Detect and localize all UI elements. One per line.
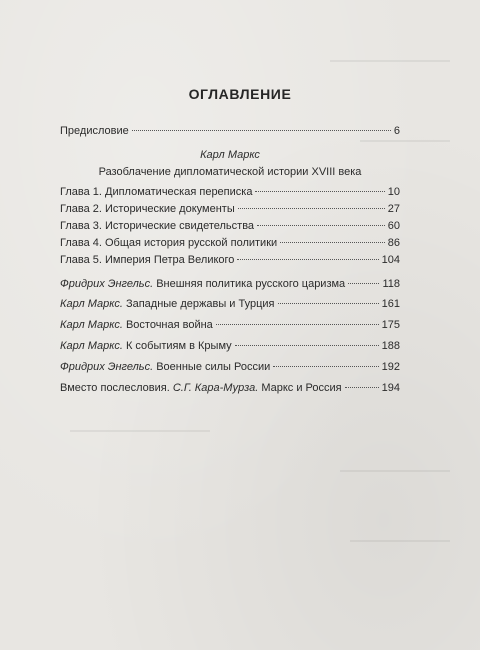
- toc-entry-label: [60, 360, 270, 374]
- toc-entry-title: Внешняя политика русского царизма: [153, 278, 346, 290]
- toc-row-article[interactable]: [60, 318, 400, 332]
- dot-leader: [273, 365, 378, 367]
- toc-entry-title: К событиям в Крыму: [122, 340, 232, 352]
- dot-leader: [237, 258, 378, 260]
- toc-page-number: 188: [381, 340, 400, 352]
- toc-entry-label: Глава 2. Исторические документы: [60, 203, 235, 215]
- dot-leader: [235, 344, 379, 346]
- toc-row-chapter[interactable]: [60, 253, 400, 267]
- toc-row-article[interactable]: [60, 277, 400, 291]
- dot-leader: [345, 386, 379, 388]
- toc-entry-lead: Вместо послесловия.: [60, 382, 173, 394]
- toc-row-chapter[interactable]: [60, 219, 400, 233]
- dot-leader: [257, 224, 385, 226]
- toc-entry-label: Предисловие: [60, 125, 129, 137]
- toc-page-number: 118: [382, 278, 400, 290]
- toc-entry-label: Глава 5. Империя Петра Великого: [60, 254, 235, 266]
- toc-page-number: 175: [381, 319, 400, 331]
- toc-page-number: 10: [387, 186, 400, 198]
- toc-page-number: 194: [381, 382, 400, 394]
- dot-leader: [278, 302, 379, 304]
- toc-entry-label: Глава 3. Исторические свидетельства: [60, 220, 255, 232]
- toc-row-chapter[interactable]: [60, 236, 400, 250]
- toc-page-number: 104: [381, 254, 400, 266]
- show-through-mark: [360, 140, 450, 142]
- show-through-mark: [330, 60, 450, 62]
- show-through-mark: [70, 430, 210, 432]
- toc-page-number: 161: [381, 298, 400, 310]
- toc-row-article[interactable]: [60, 297, 400, 311]
- toc-page-number: 192: [381, 361, 400, 373]
- toc-entry-label: Глава 4. Общая история русской политики: [60, 237, 278, 249]
- toc-entry-author: С.Г. Кара-Мурза.: [172, 382, 259, 394]
- toc-entry-author: Карл Маркс.: [60, 298, 123, 310]
- toc-row-article[interactable]: [60, 360, 400, 374]
- toc-entry-title: Военные силы России: [153, 361, 271, 373]
- toc-entry-title: Восточная война: [122, 319, 213, 331]
- dot-leader: [348, 282, 379, 284]
- dot-leader: [280, 241, 385, 243]
- section-subtitle: Разоблачение дипломатической истории XVIII века: [98, 166, 362, 178]
- toc-row-article[interactable]: [60, 339, 400, 353]
- toc-row-chapter[interactable]: [60, 185, 400, 199]
- dot-leader: [255, 190, 384, 192]
- toc-entry-title: Маркс и Россия: [258, 382, 342, 394]
- toc-page-number: 86: [387, 237, 400, 249]
- toc-entry-label: [60, 277, 345, 291]
- toc-entry-label: [60, 381, 342, 395]
- toc-row-chapter[interactable]: [60, 202, 400, 216]
- dot-leader: [132, 129, 391, 131]
- show-through-mark: [340, 470, 450, 472]
- toc-page-number: 27: [387, 203, 400, 215]
- toc-entry-author: Карл Маркс.: [60, 319, 123, 331]
- toc-entry-label: [60, 339, 232, 353]
- show-through-mark: [350, 540, 450, 542]
- toc-row-preface[interactable]: [60, 124, 400, 138]
- toc-entry-author: Фридрих Энгельс.: [60, 361, 154, 373]
- toc-entry-label: Глава 1. Дипломатическая переписка: [60, 186, 253, 198]
- toc-entry-author: Фридрих Энгельс.: [60, 278, 154, 290]
- dot-leader: [216, 323, 379, 325]
- toc-entry-title: Западные державы и Турция: [122, 298, 275, 310]
- page-title: ОГЛАВЛЕНИЕ: [188, 86, 292, 102]
- toc-page-number: 6: [393, 125, 400, 137]
- dot-leader: [238, 207, 385, 209]
- toc-entry-label: [60, 297, 275, 311]
- toc-row-afterword[interactable]: [60, 381, 400, 395]
- section-author: Карл Маркс: [200, 149, 260, 161]
- toc-entry-label: [60, 318, 213, 332]
- toc-page-number: 60: [387, 220, 400, 232]
- toc-entry-author: Карл Маркс.: [60, 340, 123, 352]
